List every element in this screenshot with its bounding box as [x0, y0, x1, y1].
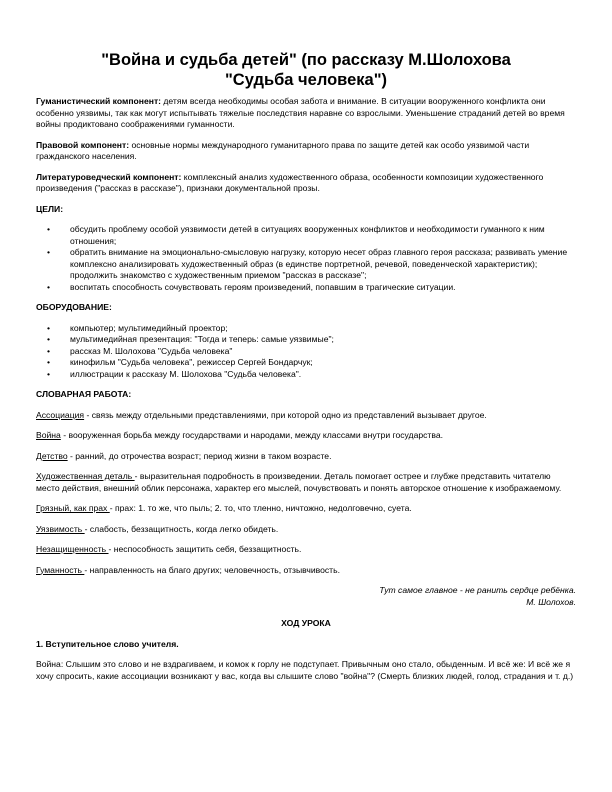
list-item: • компьютер; мультимедийный проектор; — [70, 323, 576, 335]
vocabulary-item — [36, 471, 576, 494]
list-item: • воспитать способность сочувствовать героям произведений, попавшим в трагические ситуации. — [70, 282, 576, 294]
list-item: • обратить внимание на эмоционально-смысловую нагрузку, которую несет образ главного героя рассказа; развивать умение комплексно анализировать художественный образ (в единстве портретной, речевой, поведенческой характеристик); продолжить знакомство с художественным приемом "рассказ в рассказе"; — [70, 247, 576, 282]
page-title — [40, 50, 572, 90]
vocabulary-item — [36, 410, 576, 422]
list-item: • кинофильм "Судьба человека", режиссер Сергей Бондарчук; — [70, 357, 576, 369]
literary-component — [36, 172, 576, 195]
vocabulary-term: Ассоциация — [36, 409, 85, 420]
vocabulary-term: Грязный, как прах — [36, 503, 110, 513]
list-item: • обсудить проблему особой уязвимости детей в ситуациях вооруженных конфликтов и необходимости гуманного к ним отношения; — [70, 224, 576, 247]
vocabulary-definition: - связь между отдельными представлениями, при которой одно из представлений вызывает другое. — [84, 409, 487, 420]
vocabulary-definition: - выразительная подробность в произведении. Деталь помогает острее и глубже представить читателю место действия, внешний облик персонажа, характер его мыслей, почувствовать и понять авторское отношение к изображаемому. — [36, 471, 562, 493]
vocabulary-item — [36, 524, 576, 536]
component-text: основные нормы международного гуманитарного права по защите детей как особо уязвимой части гражданского населения. — [36, 139, 530, 161]
vocabulary-definition: - слабость, беззащитность, когда легко обидеть. — [84, 523, 279, 534]
equipment-list — [36, 323, 576, 381]
epigraph — [36, 585, 576, 608]
vocabulary-item — [36, 430, 576, 442]
vocabulary-definition: - вооруженная борьба между государствами и народами, между классами внутри государства. — [60, 430, 444, 440]
component-text: детям всегда необходимы особая забота и внимание. В ситуации вооруженного конфликта они особенно уязвимы, так как могут испытывать тяжелые последствия наравне со взрослыми. Уменьшение страданий детей во время войны продиктовано соображениями гуманности. — [36, 96, 565, 129]
vocabulary-heading: СЛОВАРНАЯ РАБОТА: — [36, 389, 132, 399]
vocabulary-term: Гуманность — [36, 564, 85, 575]
epigraph-author: М. Шолохов. — [526, 596, 576, 607]
document-body — [36, 96, 576, 691]
vocabulary-definition: - направленность на благо других; человечность, отзывчивость. — [84, 564, 340, 575]
vocabulary-term: Детство — [36, 450, 68, 461]
vocabulary-item — [36, 503, 576, 515]
vocabulary-item — [36, 565, 576, 577]
lesson-heading: ХОД УРОКА — [281, 618, 331, 628]
vocabulary-item — [36, 544, 576, 556]
vocabulary-term: Незащищенность — [36, 544, 109, 554]
vocabulary-definition: - прах: 1. то же, что пыль; 2. то, что тленно, ничтожно, недолговечно, суета. — [109, 503, 412, 513]
step1-heading: 1. Вступительное слово учителя. — [36, 638, 179, 649]
list-item: • рассказ М. Шолохова "Судьба человека" — [70, 346, 576, 358]
vocabulary-term: Художественная деталь — [36, 471, 135, 481]
component-text: комплексный анализ художественного образа, особенности композиции художественного произведения ("рассказ в рассказе"), признаки документальной прозы. — [36, 171, 544, 193]
component-label: Литературоведческий компонент: — [36, 171, 182, 182]
component-label: Гуманистический компонент: — [36, 96, 162, 106]
vocabulary-item — [36, 451, 576, 463]
goals-list — [36, 224, 576, 293]
humanistic-component — [36, 96, 576, 131]
vocabulary-definition: - неспособность защитить себя, беззащитность. — [108, 544, 302, 554]
title-line-1: "Война и судьба детей" (по рассказу М.Шолохова — [101, 51, 511, 69]
title-line-2: "Судьба человека") — [224, 71, 388, 89]
vocabulary-term: Война — [36, 430, 61, 440]
vocabulary-term: Уязвимость — [36, 523, 85, 534]
epigraph-text: Тут самое главное - не ранить сердце ребёнка. — [379, 585, 576, 595]
list-item: • иллюстрации к рассказу М. Шолохова "Судьба человека". — [70, 369, 576, 381]
step1-text: Война: Слышим это слово и не вздрагиваем, и комок к горлу не подступает. Привычным оно стало, обыденным. И всё же: И всё же я хочу спросить, какие ассоциации возникают у вас, когда вы слышите слово "война"? (Смерть близких людей, голод, страдания и т. д.) — [36, 659, 574, 681]
vocabulary-definition: - ранний, до отрочества возраст; период жизни в таком возрасте. — [67, 450, 332, 461]
legal-component — [36, 140, 576, 163]
component-label: Правовой компонент: — [36, 139, 130, 150]
list-item: • мультимедийная презентация: "Тогда и теперь: самые уязвимые"; — [70, 334, 576, 346]
equipment-heading: ОБОРУДОВАНИЕ: — [36, 302, 112, 312]
goals-heading: ЦЕЛИ: — [36, 203, 64, 214]
